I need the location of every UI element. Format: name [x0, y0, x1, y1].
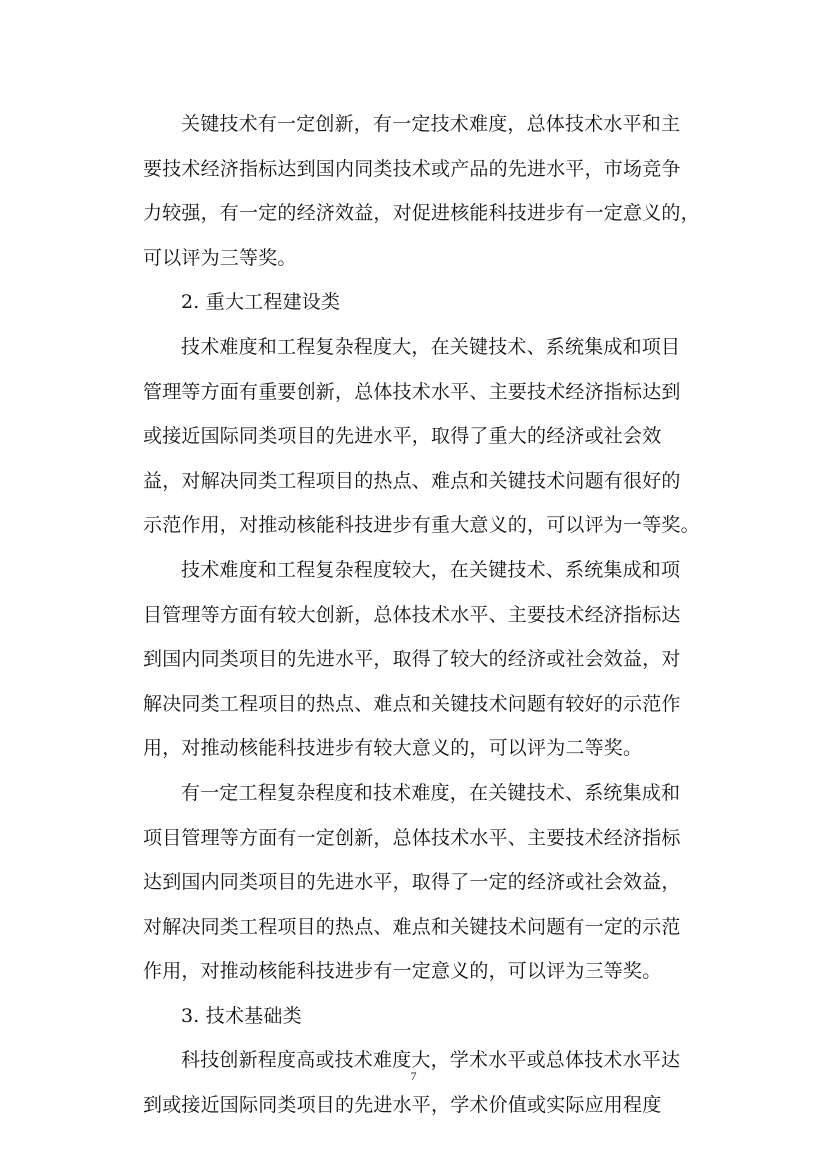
paragraph-line: 对解决同类工程项目的热点、难点和关键技术问题有一定的示范	[143, 915, 681, 938]
paragraph-line: 目管理等方面有较大创新，总体技术水平、主要技术经济指标达	[143, 603, 681, 626]
paragraph-line: 达到国内同类项目的先进水平，取得了一定的经济或社会效益，	[143, 871, 681, 894]
paragraph-line: 要技术经济指标达到国内同类技术或产品的先进水平，市场竞争	[143, 157, 681, 180]
paragraph-line: 有一定工程复杂程度和技术难度，在关键技术、系统集成和	[181, 781, 681, 804]
paragraph-line: 力较强，有一定的经济效益，对促进核能科技进步有一定意义的，	[143, 202, 700, 225]
section-heading: 3. 技术基础类	[181, 1004, 302, 1027]
paragraph-line: 可以评为三等奖。	[143, 246, 297, 269]
paragraph-line: 或接近国际同类项目的先进水平，取得了重大的经济或社会效	[143, 425, 662, 448]
paragraph-line: 作用，对推动核能科技进步有一定意义的，可以评为三等奖。	[143, 960, 662, 983]
document-body	[143, 102, 700, 1128]
paragraph-line: 解决同类工程项目的热点、难点和关键技术问题有较好的示范作	[143, 692, 681, 715]
paragraph-line: 到或接近国际同类项目的先进水平，学术价值或实际应用程度	[143, 1094, 662, 1117]
paragraph-line: 到国内同类项目的先进水平，取得了较大的经济或社会效益，对	[143, 648, 681, 671]
paragraph-line: 技术难度和工程复杂程度较大，在关键技术、系统集成和项	[181, 558, 681, 581]
paragraph-line: 关键技术有一定创新，有一定技术难度，总体技术水平和主	[181, 113, 681, 135]
paragraph-line: 用，对推动核能科技进步有较大意义的，可以评为二等奖。	[143, 737, 643, 760]
paragraph-line: 示范作用，对推动核能科技进步有重大意义的，可以评为一等奖。	[143, 514, 700, 537]
paragraph-line: 益，对解决同类工程项目的热点、难点和关键技术问题有很好的	[143, 469, 681, 492]
paragraph-line: 科技创新程度高或技术难度大，学术水平或总体技术水平达	[181, 1049, 681, 1072]
paragraph-line: 管理等方面有重要创新，总体技术水平、主要技术经济指标达到	[143, 380, 681, 403]
section-heading: 2. 重大工程建设类	[181, 291, 341, 314]
paragraph-line: 项目管理等方面有一定创新，总体技术水平、主要技术经济指标	[143, 826, 681, 849]
page-number: 7	[410, 1069, 417, 1083]
paragraph-line: 技术难度和工程复杂程度大，在关键技术、系统集成和项目	[181, 335, 681, 358]
